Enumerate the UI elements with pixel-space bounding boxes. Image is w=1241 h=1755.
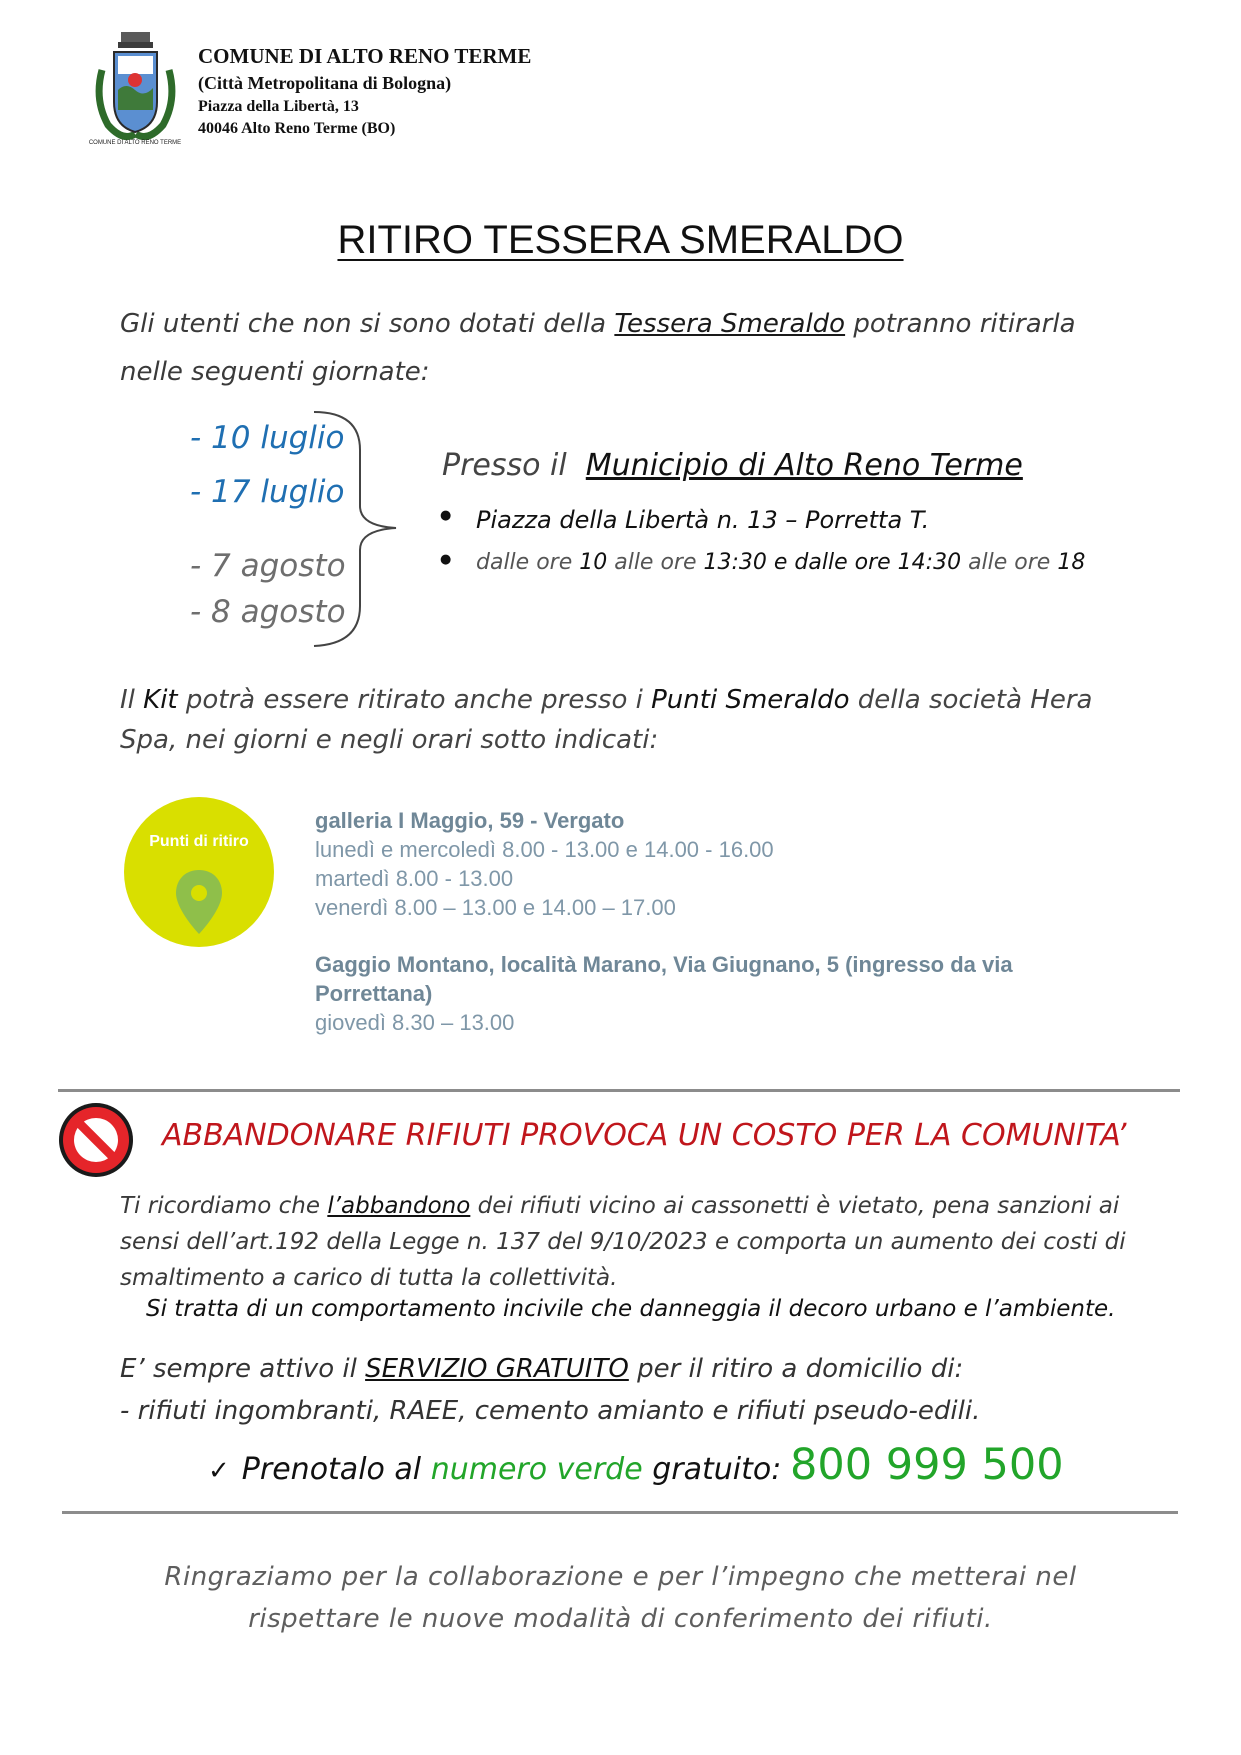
pickup-point-gaggio [315,950,1013,1037]
kit-paragraph: Il Kit potrà essere ritirato anche presso i Punti Smeraldo della società Hera Spa, nei giorni e negli orari sotto indicati: [120,685,1093,755]
pickup-point-name: galleria I Maggio, 59 - Vergato [315,808,625,833]
kit-text: Kit [143,685,178,715]
presso-label: Presso il [442,448,567,483]
pickup-point-vergato [315,806,774,922]
crest-caption: COMUNE DI ALTO RENO TERME [88,140,182,146]
servizio-gratuito-text: SERVIZIO GRATUITO [365,1354,629,1384]
pickup-point-name-cont: Porrettana) [315,981,433,1006]
intro-paragraph [120,300,1130,396]
metropolitan-city: (Città Metropolitana di Bologna) [198,73,452,93]
intro-text: Gli utenti che non si sono dotati della [120,309,615,339]
divider [62,1511,1178,1514]
header-address [198,42,531,140]
opening-hours: lunedì e mercoledì 8.00 - 13.00 e 14.00 - 16.00 [315,837,774,862]
thanks-line: Ringraziamo per la collaborazione e per l’impegno che metterai nel [164,1562,1077,1592]
notice-line: Si tratta di un comportamento incivile che danneggia il decoro urbano e l’ambiente. [146,1296,1116,1322]
service-items: - rifiuti ingombranti, RAEE, cemento amianto e rifiuti pseudo-edili. [120,1396,981,1426]
phone-number: 800 999 500 [790,1440,1064,1490]
warning-heading: ABBANDONARE RIFIUTI PROVOCA UN COSTO PER LA COMUNITA’ [162,1118,1127,1153]
list-item: ● dalle ore 10 alle ore 13:30 e dalle ore 14:30 alle ore 18 [440,550,1085,594]
thanks-note [0,1556,1241,1640]
municipio-name: Municipio di Alto Reno Terme [585,448,1023,483]
street-address: Piazza della Libertà, 13 [198,98,359,115]
intro-text-end: potranno ritirarla nelle seguenti giornate: [120,309,1076,387]
divider [58,1089,1180,1092]
pickup-location [442,448,1023,483]
date-brace-icon [312,410,402,650]
location-pin-icon [174,868,224,936]
pickup-details [440,506,1085,594]
service-paragraph: E’ sempre attivo il SERVIZIO GRATUITO per il ritiro a domicilio di: - rifiuti ingombranti, RAEE, cemento amianto e rifiuti pseudo-edili. [120,1348,980,1432]
thanks-line: rispettare le nuove modalità di conferimento dei rifiuti. [248,1604,993,1634]
municipality-name: COMUNE DI ALTO RENO TERME [198,44,532,68]
postal-address: 40046 Alto Reno Terme (BO) [198,120,396,137]
opening-hours: giovedì 8.30 – 13.00 [315,1010,515,1035]
opening-hours: martedì 8.00 - 13.00 [315,866,514,891]
punti-smeraldo-text: Punti Smeraldo [651,685,850,715]
opening-hours: venerdì 8.00 – 13.00 e 14.00 – 17.00 [315,895,676,920]
date-item: - 10 luglio [190,420,345,456]
numero-verde-text: numero verde [430,1452,643,1487]
abbandono-text: l’abbandono [327,1193,471,1219]
list-item: ● Piazza della Libertà n. 13 – Porretta T. [440,506,1085,550]
booking-line: ✓ Prenotalo al numero verde gratuito: [208,1452,782,1487]
prohibition-icon [56,1100,136,1180]
check-icon: ✓ [208,1456,230,1486]
page-title: RITIRO TESSERA SMERALDO [337,218,904,262]
municipal-crest-icon [88,30,183,155]
badge-label: Punti di ritiro [149,833,249,850]
tessera-smeraldo-text: Tessera Smeraldo [614,309,846,339]
date-item: - 17 luglio [190,474,345,510]
pickup-point-name: Gaggio Montano, località Marano, Via Giugnano, 5 (ingresso da via [315,952,1013,977]
date-item: - 7 agosto [190,548,346,584]
date-item: - 8 agosto [190,594,346,630]
notice-paragraph: Ti ricordiamo che l’abbandono dei rifiuti vicino ai cassonetti è vietato, pena sanzioni ai sensi dell’art.192 della Legge n. 137 del 9/10/2023 e comporta un aumento dei costi di smaltimento a carico di tutta la collettività. [120,1193,1126,1291]
